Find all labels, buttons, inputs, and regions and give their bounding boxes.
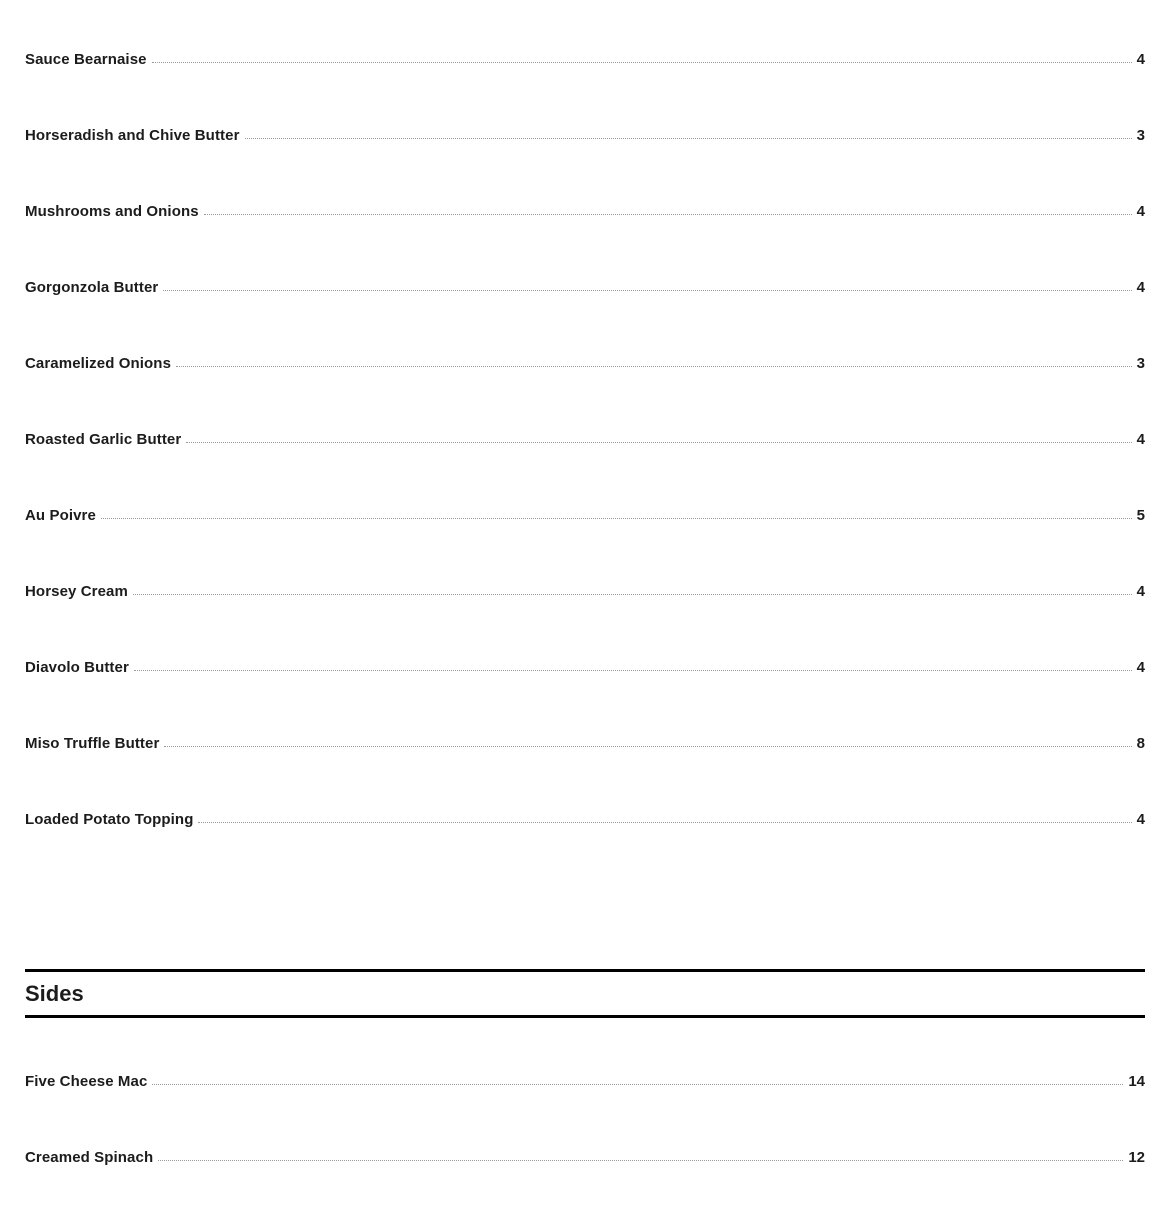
- menu-item-horseradish-chive-butter[interactable]: [25, 127, 1145, 203]
- item-price: 5: [1136, 507, 1145, 524]
- item-price: 4: [1136, 431, 1145, 448]
- item-name: Loaded Potato Topping: [25, 811, 194, 828]
- dotted-leader: [198, 822, 1131, 823]
- dotted-leader: [204, 214, 1132, 215]
- item-price: 4: [1136, 583, 1145, 600]
- item-name: Diavolo Butter: [25, 659, 129, 676]
- item-price: 3: [1136, 355, 1145, 372]
- dotted-leader: [245, 138, 1132, 139]
- menu: [25, 0, 1145, 1225]
- menu-item-mushrooms-onions[interactable]: [25, 203, 1145, 279]
- dotted-leader: [164, 746, 1131, 747]
- item-name: Creamed Spinach: [25, 1149, 154, 1166]
- menu-item-gorgonzola-butter[interactable]: [25, 279, 1145, 355]
- item-name: Mushrooms and Onions: [25, 203, 199, 220]
- sides-list: [25, 1018, 1145, 1225]
- item-price: 4: [1136, 811, 1145, 828]
- menu-item-five-cheese-mac[interactable]: [25, 1073, 1145, 1149]
- menu-item-miso-truffle-butter[interactable]: [25, 735, 1145, 811]
- menu-item-loaded-potato-topping[interactable]: [25, 811, 1145, 887]
- item-name: Roasted Garlic Butter: [25, 431, 182, 448]
- dotted-leader: [152, 62, 1132, 63]
- dotted-leader: [134, 670, 1132, 671]
- menu-item-caramelized-onions[interactable]: [25, 355, 1145, 431]
- item-name: Caramelized Onions: [25, 355, 172, 372]
- dotted-leader: [101, 518, 1132, 519]
- menu-item-roasted-garlic-butter[interactable]: [25, 431, 1145, 507]
- menu-item-sauce-bearnaise[interactable]: [25, 51, 1145, 127]
- item-price: 4: [1136, 51, 1145, 68]
- toppings-list: [25, 0, 1145, 887]
- dotted-leader: [152, 1084, 1123, 1085]
- item-price: 14: [1128, 1073, 1145, 1090]
- item-price: 3: [1136, 127, 1145, 144]
- item-name: Horseradish and Chive Butter: [25, 127, 240, 144]
- section-header-sides: [25, 969, 1145, 1018]
- dotted-leader: [133, 594, 1132, 595]
- dotted-leader: [176, 366, 1132, 367]
- item-name: Sauce Bearnaise: [25, 51, 147, 68]
- item-price: 12: [1128, 1149, 1145, 1166]
- item-name: Au Poivre: [25, 507, 96, 524]
- menu-item-horsey-cream[interactable]: [25, 583, 1145, 659]
- menu-item-creamed-spinach[interactable]: [25, 1149, 1145, 1225]
- dotted-leader: [163, 290, 1131, 291]
- item-name: Five Cheese Mac: [25, 1073, 148, 1090]
- item-price: 4: [1136, 659, 1145, 676]
- item-price: 4: [1136, 203, 1145, 220]
- item-name: Horsey Cream: [25, 583, 128, 600]
- section-title: Sides: [25, 980, 84, 1006]
- item-price: 4: [1136, 279, 1145, 296]
- item-price: 8: [1136, 735, 1145, 752]
- item-name: Miso Truffle Butter: [25, 735, 160, 752]
- menu-item-au-poivre[interactable]: [25, 507, 1145, 583]
- dotted-leader: [186, 442, 1131, 443]
- item-name: Gorgonzola Butter: [25, 279, 159, 296]
- menu-item-diavolo-butter[interactable]: [25, 659, 1145, 735]
- dotted-leader: [158, 1160, 1123, 1161]
